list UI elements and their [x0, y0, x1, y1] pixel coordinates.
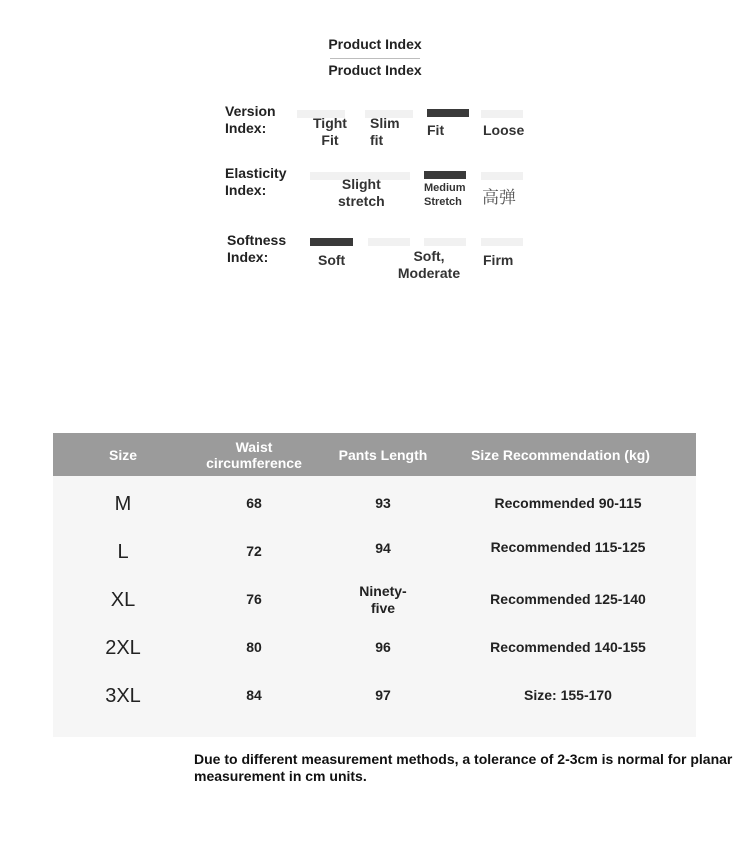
- header-waist: Waist circumference: [206, 439, 302, 471]
- version-index-label: Version Index:: [225, 103, 276, 136]
- slim-fit-option: Slim fit: [370, 115, 400, 148]
- table-row-waist: 72: [246, 543, 262, 559]
- tight-fit-option: Tight Fit: [313, 115, 347, 148]
- table-row-size: 3XL: [105, 685, 141, 707]
- table-row-recommendation: Recommended 90-115: [494, 495, 642, 511]
- table-row-size: XL: [110, 589, 136, 611]
- size-table: [53, 433, 696, 737]
- table-row-recommendation: Size: 155-170: [524, 687, 612, 703]
- soft-moderate-indicator-a: [368, 238, 410, 246]
- table-row-size: M: [114, 493, 132, 515]
- softness-index-label: Softness Index:: [227, 232, 287, 265]
- medium-stretch-indicator-active: [424, 171, 466, 179]
- high-stretch-option: 高弹: [482, 188, 516, 208]
- firm-option: Firm: [483, 252, 514, 268]
- product-index-subtitle: Product Index: [328, 62, 422, 78]
- elasticity-index-label: Elasticity Index:: [225, 165, 287, 198]
- table-row-size: 2XL: [105, 637, 141, 659]
- firm-indicator: [481, 238, 523, 246]
- soft-indicator-active: [310, 238, 353, 246]
- table-row-length: 94: [375, 540, 391, 556]
- header-size: Size: [108, 447, 137, 463]
- table-row-waist: 68: [246, 495, 262, 511]
- table-row-recommendation: Recommended 125-140: [490, 591, 646, 607]
- table-row-recommendation: Recommended 115-125: [490, 539, 646, 555]
- loose-indicator: [481, 110, 523, 118]
- size-table-header: [53, 433, 696, 476]
- table-row-size: L: [117, 541, 129, 563]
- table-row-length: Ninety- five: [359, 583, 407, 616]
- table-row-length: 97: [375, 687, 391, 703]
- slight-stretch-option: Slight stretch: [338, 176, 385, 209]
- table-row-length: 96: [375, 639, 391, 655]
- loose-option: Loose: [483, 122, 525, 138]
- fit-option: Fit: [427, 122, 445, 138]
- table-row-length: 93: [375, 495, 391, 511]
- table-row-waist: 84: [246, 687, 262, 703]
- header-size-recommendation: Size Recommendation (kg): [471, 447, 650, 463]
- soft-moderate-option: Soft, Moderate: [397, 248, 461, 281]
- measurement-note: Due to different measurement methods, a tolerance of 2-3cm is normal for planar measurement in cm units.: [194, 751, 733, 784]
- table-row-recommendation: Recommended 140-155: [490, 639, 646, 655]
- fit-indicator-active: [427, 109, 469, 117]
- table-row-waist: 76: [246, 591, 262, 607]
- medium-stretch-option: Medium Stretch: [424, 182, 466, 208]
- soft-moderate-indicator-b: [424, 238, 466, 246]
- product-index-title: Product Index: [328, 36, 422, 52]
- title-divider: [330, 58, 420, 59]
- soft-option: Soft: [318, 252, 346, 268]
- header-pants-length: Pants Length: [338, 447, 428, 463]
- high-stretch-indicator: [481, 172, 523, 180]
- table-row-waist: 80: [246, 639, 262, 655]
